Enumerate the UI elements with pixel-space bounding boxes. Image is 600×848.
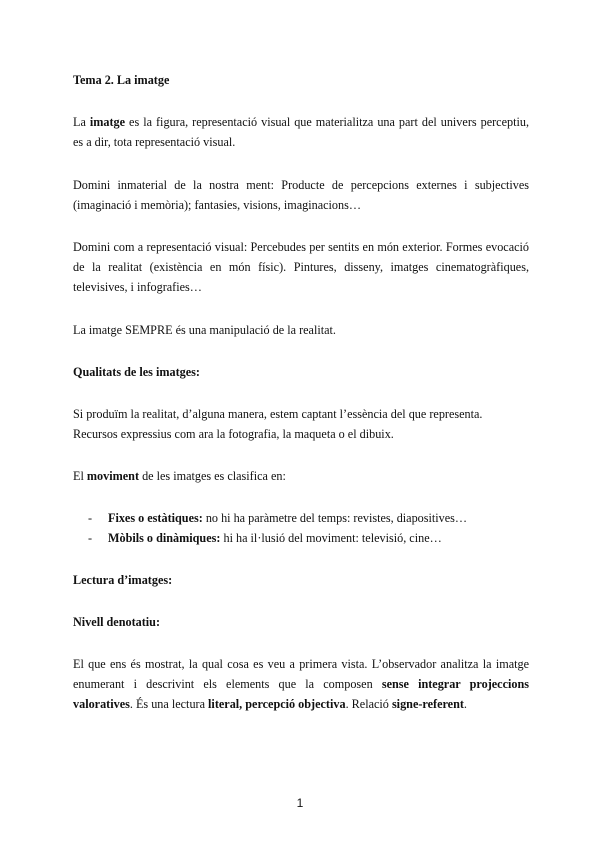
text-run: . Relació [345,697,392,711]
list-bullet: - [88,531,93,545]
paragraph-nivell-denotatiu [73,654,529,714]
document-title: Tema 2. La imatge [73,73,170,87]
paragraph-manipulacio: La imatge SEMPRE és una manipulació de la realitat. [73,323,336,337]
list-item-term: Mòbils o dinàmiques: [108,531,221,545]
list-item-text: hi ha il·lusió del moviment: televisió, cine… [220,531,442,545]
bold-term: literal, percepció objectiva [208,697,346,711]
page-number: 1 [296,796,304,810]
text-run: es la figura, representació visual que materialitza una part del univers perceptiu, es a dir, tota representació visual. [73,115,529,149]
bold-term: signe-referent [391,697,464,711]
paragraph-definition [73,112,529,152]
list-item-term: Fixes o estàtiques: [108,511,203,525]
paragraph-moviment [73,466,529,486]
list-item-text: no hi ha paràmetre del temps: revistes, diapositives… [202,511,468,525]
list-item [88,528,528,548]
heading-qualitats: Qualitats de les imatges: [73,365,200,379]
movement-list [88,508,528,548]
text-run: de les imatges es clasifica en: [139,469,286,483]
paragraph-domini-inmaterial: Domini inmaterial de la nostra ment: Producte de percepcions externes i subjectives (imaginació i memòria); fantasies, visions, imaginacions… [73,178,529,212]
paragraph-domini-representacio: Domini com a representació visual: Percebudes per sentits en món exterior. Formes evocació de la realitat (existència en món físic). Pintures, disseny, imatges cinematogràfiques, televisives, i infografies… [73,240,529,294]
heading-nivell-denotatiu: Nivell denotatiu: [73,615,161,629]
paragraph-qualitats: Si produïm la realitat, d’alguna manera, estem captant l’essència del que representa. Recursos expressius com ara la fotografia, la maqueta o el dibuix. [73,407,483,441]
bold-term: sense integrar projeccions valoratives [73,677,529,711]
list-item [88,508,528,528]
text-run: La [73,115,90,129]
text-run: . [463,697,467,711]
text-run: El [73,469,87,483]
list-bullet: - [88,511,93,525]
heading-lectura: Lectura d’imatges: [73,573,173,587]
bold-term: moviment [86,469,140,483]
bold-term: imatge [89,115,126,129]
text-run: El que ens és mostrat, la qual cosa es veu a primera vista. L’observador analitza la imatge enumerant i descrivint els elements que la composen [73,657,529,691]
text-run: . És una lectura [129,697,209,711]
